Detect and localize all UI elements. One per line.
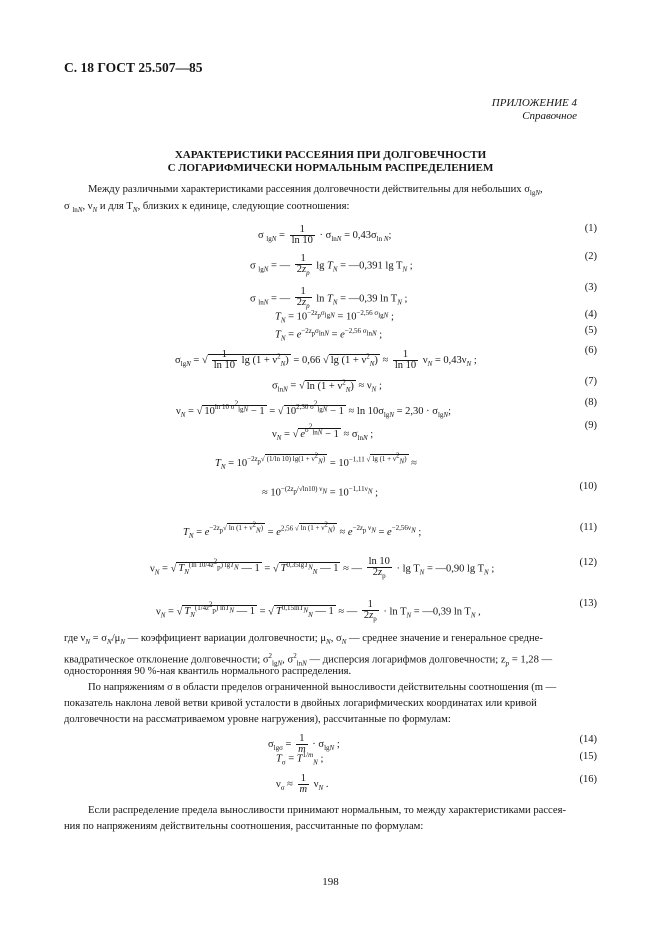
page-header: С. 18 ГОСТ 25.507—85 <box>64 60 203 75</box>
intro-line-2: σ $_{lnN}$, $\nu_N$ и для $T_N$, близких к единице, следующие соотношения: <box>64 201 350 215</box>
equation-16: $\nu_\sigma$ ≈ $\frac{1}{m}$ $\nu_N$ . <box>276 773 329 795</box>
heading-line-2: С ЛОГАРИФМИЧЕСКИ НОРМАЛЬНЫМ РАСПРЕДЕЛЕНИЕМ <box>167 162 494 174</box>
equation-number-1: (1) <box>584 223 597 234</box>
stress-line-2: показатель наклона левой ветви кривой усталости в двойных логарифмических координатах или кривой <box>64 698 537 709</box>
equation-8: $\nu_N$ = √ $10^{ln 10 \sigma^2_{lgN}} - 1$ = √ $10^{2,30 \sigma^2_{lgN}} - 1 \approx \ln 10\sigma_{lgN} = 2,30 \cdot \sigma_{lgN}$; <box>176 400 451 419</box>
equation-3: σ $_{lnN}$ = — $\frac{1}{2z_p}$ $\ln T_N$ = —0,39 $\ln T_N$ ; <box>250 286 408 311</box>
equation-6: $\sigma_{lgN}$ = √ $\frac{1}{\ln 10}$ $\lg (1 + \nu^2_N) = 0,66$ √ $\lg (1 + \nu^2_N)$ ≈ $\frac{1}{\ln 10}$ $\nu_N = 0,43\nu_N$ ; <box>175 349 477 371</box>
equation-14: $\sigma_{lg\sigma}$ = $\frac{1}{m}$ · $\sigma_{lgN}$ ; <box>268 733 340 755</box>
equation-number-2: (2) <box>584 251 597 262</box>
equation-number-10: (10) <box>579 481 597 492</box>
equation-number-5: (5) <box>584 325 597 336</box>
equation-number-6: (6) <box>584 345 597 356</box>
equation-number-13: (13) <box>579 598 597 609</box>
equation-9: $\nu_N$ = √ $e^{\sigma^2_{lnN}} - 1 \approx \sigma_{lnN}$ ; <box>272 423 374 442</box>
equation-12: $\nu_N$ = √ $T_N^{(ln 10/4z^2_p) lgT_N}$ — 1 = √ $T^{0,35lgT_N}_N$ — 1 ≈ — $\frac{\ln 10}{2z_p}$ · $\lg T_N$ = —0,90 $\lg T_N$ ; <box>150 556 495 581</box>
last-paragraph-line-2: ния по напряжениям действительны соотношения, рассчитанные по формулам: <box>64 821 424 832</box>
equation-number-4: (4) <box>584 309 597 320</box>
equation-number-15: (15) <box>579 751 597 762</box>
equation-number-3: (3) <box>584 282 597 293</box>
equation-1: σ $_{lgN}$ = $\frac{1}{\ln 10}$ · $\sigma_{lnN} = 0,43\sigma_{ln N}$; <box>258 224 392 246</box>
equation-number-16: (16) <box>579 774 597 785</box>
intro-line-1: Между различными характеристиками рассеяния долговечности действительны для небольших $\sigma_{lgN}$, <box>88 184 543 198</box>
equation-number-8: (8) <box>584 397 597 408</box>
equation-2: σ $_{lgN}$ = — $\frac{1}{2z_p}$ $\lg T_N$ = —0,391 $\lg T_N$ ; <box>250 253 413 278</box>
equation-7: $\sigma_{lnN}$ = √ $\ln (1 + \nu^2_N) \approx \nu_N$ ; <box>272 378 382 394</box>
equation-10-line-1: $T_N = 10^{-2z_p√ (1/ln 10) lg(1 + \nu^2_N)} = 10^{-1,11 √ lg (1 + \nu^2_N)}$ ≈ <box>215 452 417 471</box>
heading-line-1: ХАРАКТЕРИСТИКИ РАССЕЯНИЯ ПРИ ДОЛГОВЕЧНОСТИ <box>174 149 487 161</box>
equation-10-line-2: ≈ $10^{-(2z_p/√ln10) \nu_N} = 10^{-1,11\nu_N}$ ; <box>262 485 379 499</box>
equation-11: $T_N = e^{-2z_p√ ln (1 + \nu^2_N)} = e^{2,56 √ ln (1 + \nu^2_N)} \approx e^{-2z_p \nu_N} = e^{-2,56\nu_N}$ ; <box>183 521 422 540</box>
equation-15: $T_\sigma = T^{1/m}_N$ ; <box>276 751 324 767</box>
where-line-2: квадратическое отклонение долговечности; $\sigma^2_{lgN}$, $\sigma^2_{lnN}$ — дисперсия логарифмов долговечности; $z_p = 1,28$ — <box>64 652 553 668</box>
equation-13: $\nu_N$ = √ $T_N^{(1/4z^2_p) lnT_N}$ — 1 = √ $T^{0,15lnT_N}_N$ — 1 ≈ — $\frac{1}{2z_p}$ · $\ln T_N$ = —0,39 $\ln T_N$ , <box>156 599 481 624</box>
where-line-1: где $\nu_N = \sigma_N/\mu_N$ — коэффициент вариации долговечности; $\mu_N$, $\sigma_N$ — среднее значение и генеральное средне- <box>64 633 543 647</box>
equation-number-7: (7) <box>584 376 597 387</box>
equation-number-14: (14) <box>579 734 597 745</box>
equation-number-9: (9) <box>584 420 597 431</box>
stress-line-3: долговечности на рассматриваемом уровне нагружения), рассчитанные по формулам: <box>64 714 451 725</box>
equation-number-11: (11) <box>579 522 597 533</box>
equation-5: $T_N = e^{-2z_p\sigma_{lnN}} = e^{-2,56 \sigma_{lnN}}$ ; <box>275 327 383 343</box>
appendix-subtitle: Справочное <box>522 110 577 122</box>
last-paragraph-line-1: Если распределение предела выносливости принимают нормальным, то между характеристиками рассея- <box>88 805 566 816</box>
appendix-title: ПРИЛОЖЕНИЕ 4 <box>491 97 577 109</box>
stress-line-1: По напряжениям σ в области пределов ограниченной выносливости действительны соотношения (m — <box>88 682 557 693</box>
page-number: 198 <box>322 876 339 888</box>
appendix-label <box>492 97 577 123</box>
equation-4: $T_N = 10^{-2z_p\sigma_{lgN}} = 10^{-2,56 \sigma_{lgN}}$ ; <box>275 309 394 325</box>
where-line-3: односторонняя 90 %-ная квантиль нормального распределения. <box>64 666 352 677</box>
equation-number-12: (12) <box>579 557 597 568</box>
